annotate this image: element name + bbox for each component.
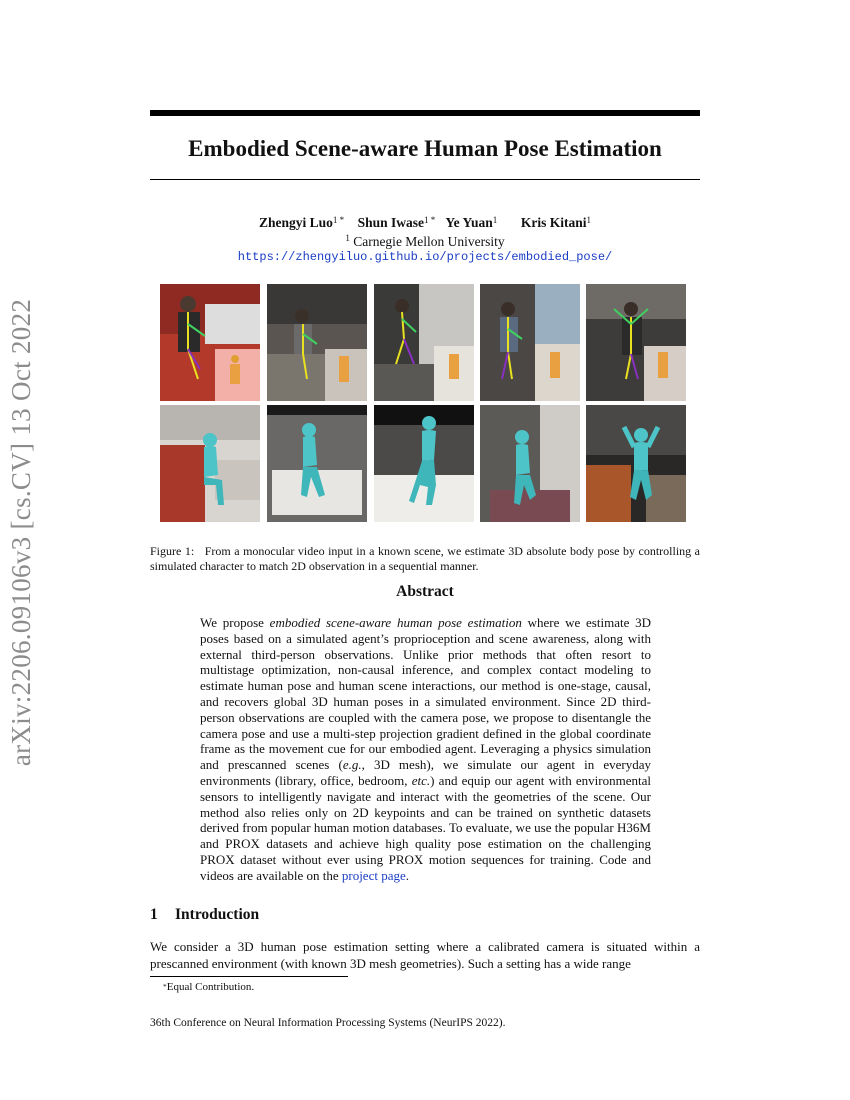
author-name: Kris Kitani bbox=[520, 215, 587, 230]
figure-input-image-3 bbox=[374, 284, 474, 401]
abstract-text: 3D mesh), we simulate our agent in everyday environments (library, office, bedroom, bbox=[200, 757, 651, 788]
figure-output-render-1 bbox=[160, 405, 260, 522]
project-url-link[interactable]: https://zhengyiluo.github.io/projects/embodied_pose/ bbox=[237, 250, 613, 264]
figure-input-image-5 bbox=[586, 284, 686, 401]
footnote bbox=[163, 980, 254, 994]
author-name: Shun Iwase bbox=[357, 215, 424, 230]
abstract-heading: Abstract bbox=[396, 583, 454, 600]
abstract-body bbox=[200, 615, 651, 884]
section-heading bbox=[150, 906, 259, 924]
footnote-mark: * bbox=[163, 982, 167, 991]
abstract-text: where we estimate 3D poses based on a simulated agent’s proprioception and scene awareness, along with external third-person observations. Unlike prior methods that often resort to multistage optimization, non-causal inference, and complex contact modeling to estimate human pose and human scene interactions, our method is one-stage, causal, and recovers global 3D human poses in a simulated environment. Since 2D third-person observations are coupled with the camera pose, we propose to disentangle the camera pose and use a multi-step projection gradient defined in the global coordinate frame as the movement cue for our embodied agent. Leveraging a physics simulation and prescanned scenes ( bbox=[200, 615, 651, 773]
figure-output-render-5 bbox=[586, 405, 686, 522]
author-mark: 1 bbox=[586, 215, 592, 225]
affiliation bbox=[150, 233, 700, 250]
arxiv-side-stamp bbox=[4, 292, 40, 772]
figure-output-render-3 bbox=[374, 405, 474, 522]
footnote-text: Equal Contribution. bbox=[166, 981, 255, 993]
abstract-eg: e.g., bbox=[342, 757, 365, 773]
author-name: Ye Yuan bbox=[445, 215, 493, 230]
project-page-link[interactable]: project page bbox=[341, 867, 406, 883]
arxiv-id-text: arXiv:2206.09106v3 [cs.CV] 13 Oct 2022 bbox=[6, 298, 37, 766]
intro-paragraph: We consider a 3D human pose estimation setting where a calibrated camera is situated within a prescanned environment (with known 3D mesh geometries). Such a setting has a wide range bbox=[150, 939, 700, 971]
author-mark: 1 * bbox=[332, 215, 345, 225]
title-top-rule bbox=[150, 110, 700, 116]
section-number: 1 bbox=[150, 906, 158, 923]
conference-note: 36th Conference on Neural Information Processing Systems (NeurIPS 2022). bbox=[150, 1017, 506, 1029]
affiliation-mark: 1 bbox=[345, 233, 350, 243]
affiliation-name: Carnegie Mellon University bbox=[353, 234, 505, 249]
figure-input-image-1 bbox=[160, 284, 260, 401]
abstract-text: We propose bbox=[200, 615, 270, 630]
author-mark: 1 bbox=[492, 215, 498, 225]
figure-output-render-2 bbox=[267, 405, 367, 522]
abstract-text: ) and equip our agent with environmental sensors to intelligently navigate and interact with the geometries of the scene. Our method also relies only on 2D keypoints and can be trained on synthetic datasets derived from popular human motion databases. To evaluate, we use the popular H36M and PROX datasets and achieve high quality pose estimation on the challenging PROX dataset without ever using PROX motion sequences for training. Code and videos are available on the bbox=[200, 772, 651, 883]
caption-text: From a monocular video input in a known scene, we estimate 3D absolute body pose by controlling a simulated character to match 2D observation in a sequential manner. bbox=[150, 544, 701, 573]
figure-1-grid bbox=[160, 284, 687, 524]
section-title: Introduction bbox=[175, 906, 260, 923]
author-name: Zhengyi Luo bbox=[258, 215, 333, 230]
title-bottom-rule bbox=[150, 179, 700, 180]
abstract-etc: etc. bbox=[411, 772, 431, 788]
author-list bbox=[150, 214, 700, 232]
figure-input-image-2 bbox=[267, 284, 367, 401]
figure-output-render-4 bbox=[480, 405, 580, 522]
figure-input-image-4 bbox=[480, 284, 580, 401]
abstract-text: . bbox=[405, 867, 409, 883]
paper-title: Embodied Scene-aware Human Pose Estimation bbox=[188, 136, 662, 161]
author-mark: 1 * bbox=[424, 215, 436, 225]
figure-1-caption bbox=[150, 544, 700, 574]
abstract-emphasis: embodied scene-aware human pose estimation bbox=[269, 615, 522, 630]
caption-label: Figure 1: bbox=[150, 544, 195, 558]
footnote-rule bbox=[150, 976, 348, 977]
